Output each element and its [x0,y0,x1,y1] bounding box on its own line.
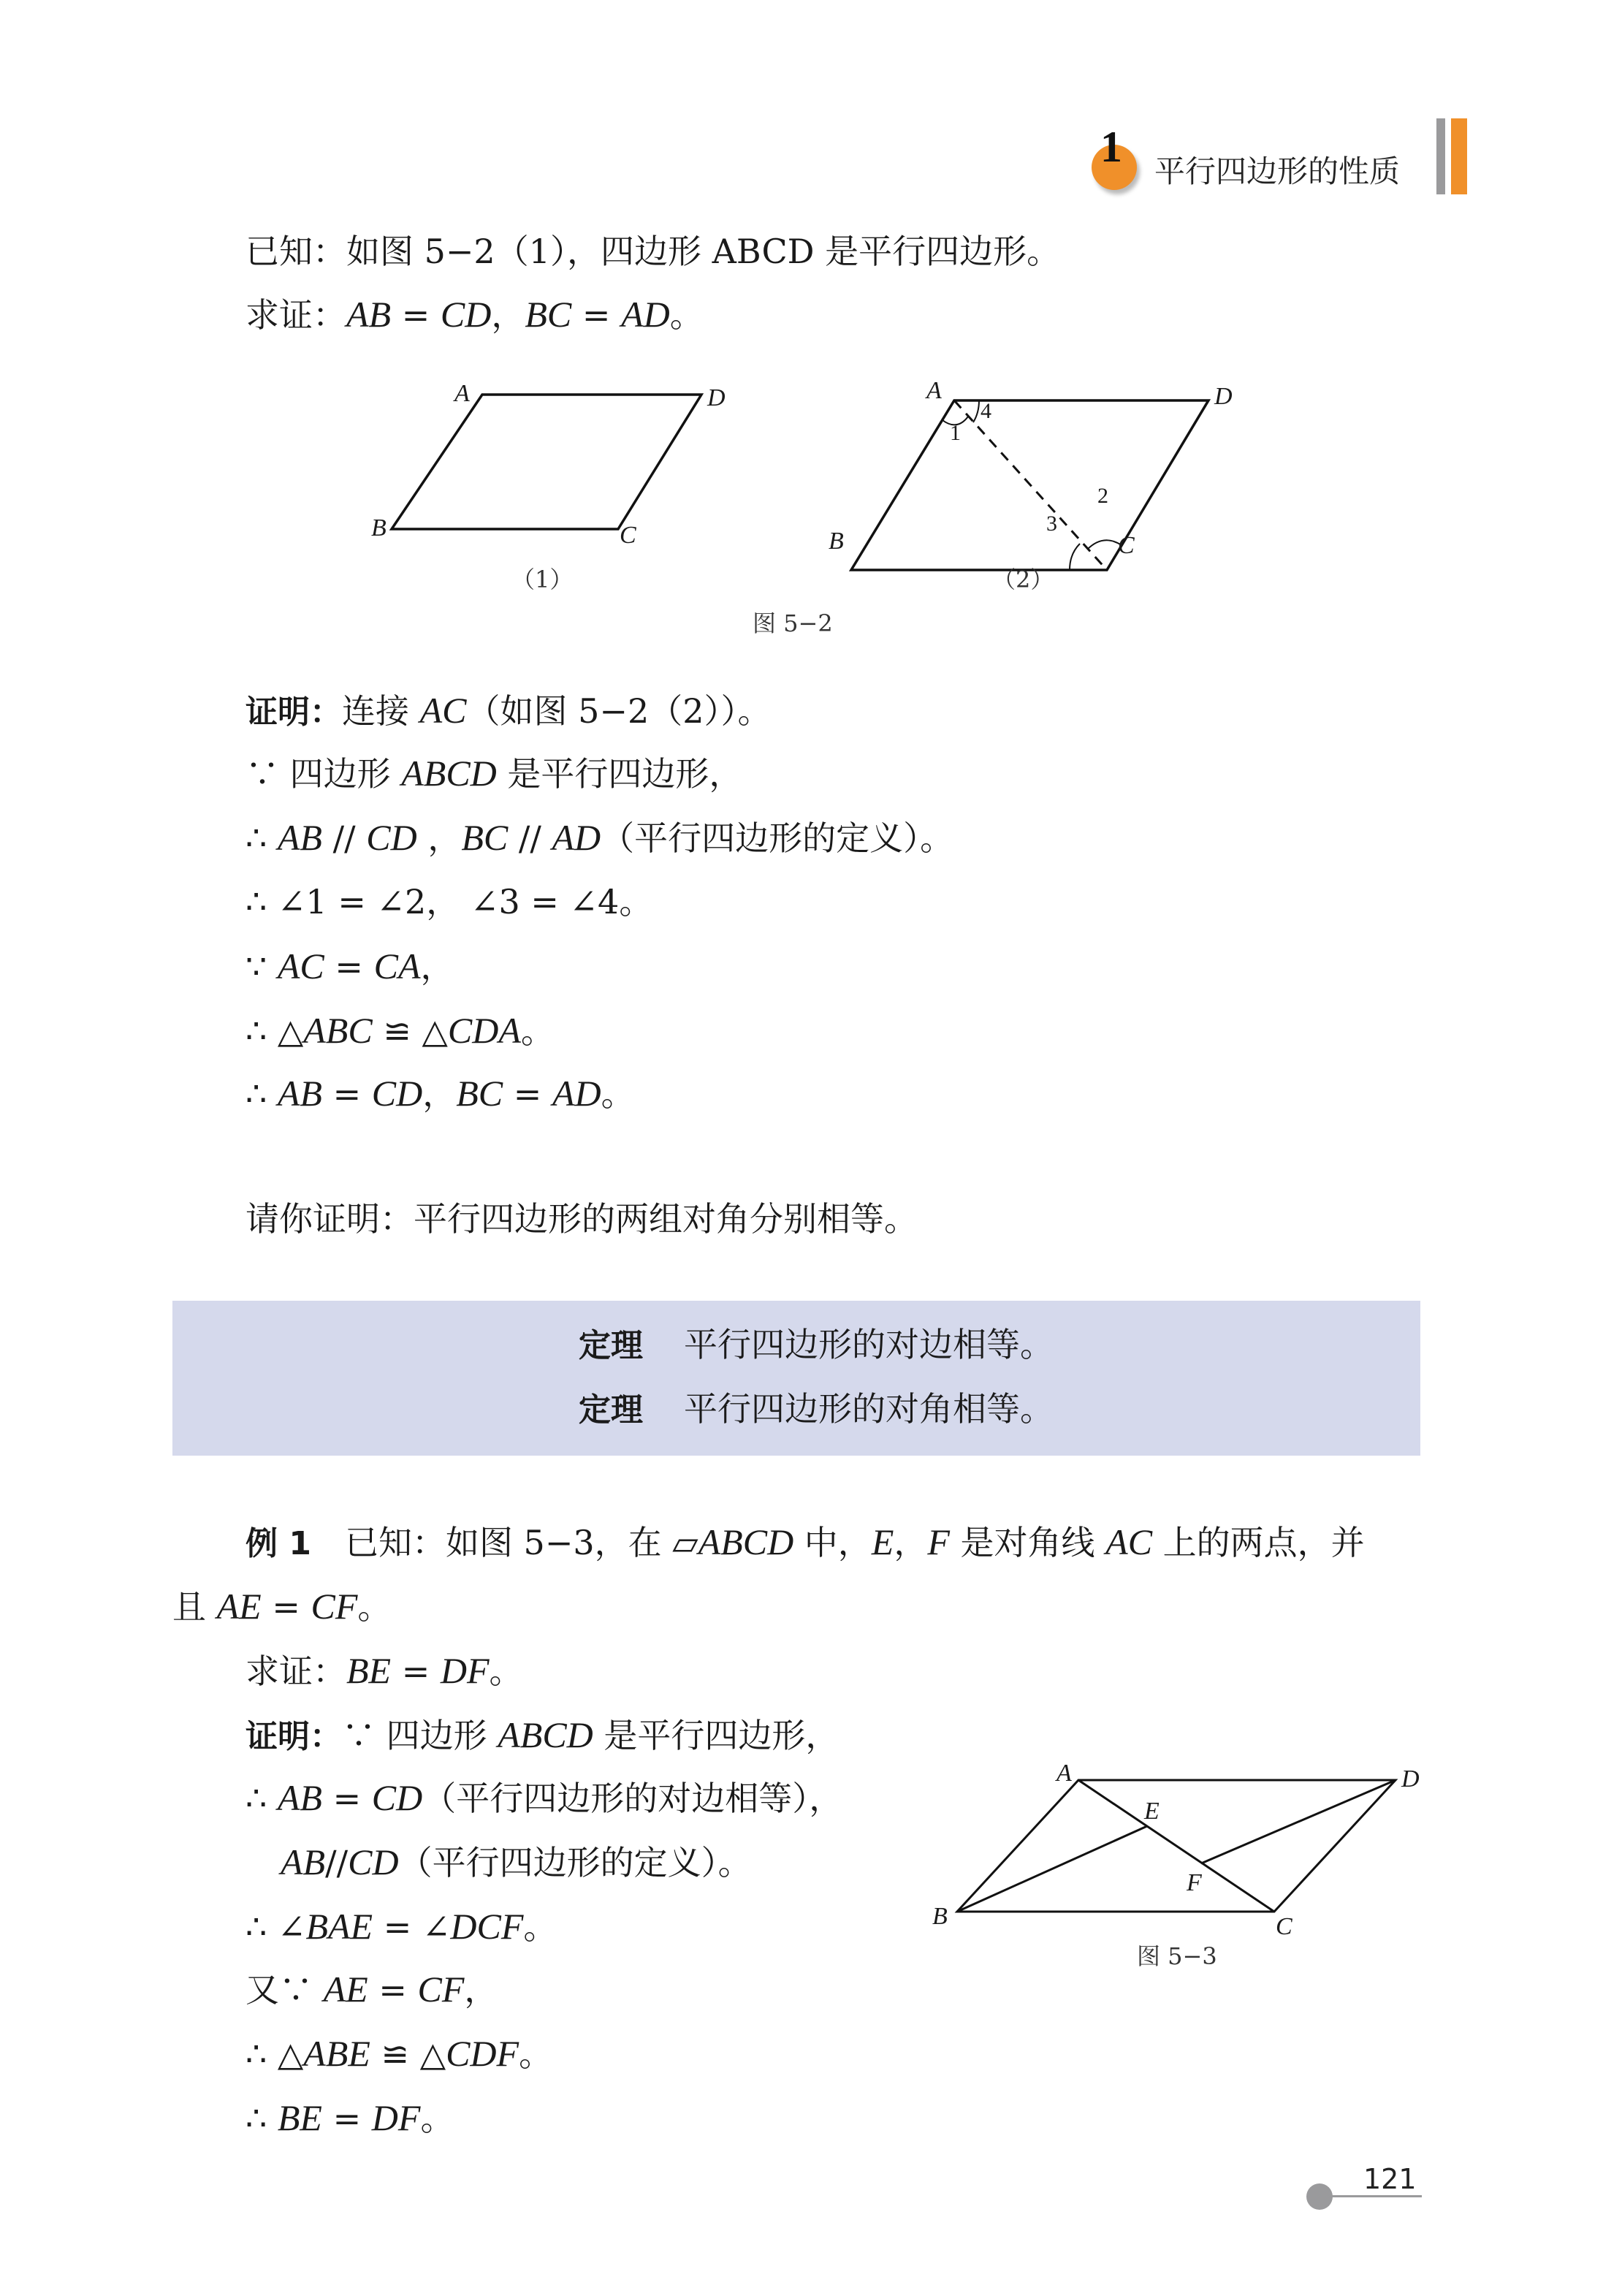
text-segment: （平行四边形的对边相等）， [422,1779,843,1818]
math-term: AB [277,1777,322,1818]
vertex-label: F [1187,1869,1202,1896]
text-segment: ∴ ∠ [245,1907,306,1947]
text-segment: ， [416,818,462,858]
angle-label: 3 [1046,512,1057,536]
text-segment: 求证： [245,295,346,335]
theorem-label: 定理 [579,1327,643,1364]
text-segment: = ∠ [373,1907,451,1947]
text-segment: ∴ [245,2099,278,2138]
math-term: ABCD [498,1714,593,1755]
theorem-text: 平行四边形的对角相等。 [684,1389,1054,1429]
angle-label: 1 [950,421,961,445]
vertex-label: D [1214,383,1233,410]
text-segment: 求证： [245,1651,346,1691]
vertex-label: A [926,377,942,404]
page-rule [1330,2195,1422,2197]
page-dot [1306,2183,1333,2210]
text-segment: ∴ ∠1 = ∠2， ∠3 = ∠4。 [245,882,653,921]
page-number: 121 [1363,2163,1417,2195]
angle-4-arc [973,400,979,422]
math-term: AE [323,1969,368,2010]
vertex-label: D [707,384,726,411]
math-term: ABE [303,2033,370,2074]
text-segment: （平行四边形的定义）。 [601,818,954,858]
text-segment: 已知：如图 5−3，在 ▱ [311,1523,698,1562]
text-segment: ∴ △ [245,1011,304,1051]
text-segment: = [571,295,622,335]
math-term: CF [417,1969,465,2010]
text-segment: 请你证明：平行四边形的两组对角分别相等。 [245,1199,918,1239]
figure-caption: 图 5−2 [753,609,833,637]
text-segment: ≌ △ [370,2034,446,2074]
text-segment: （如图 5−2（2））。 [466,691,772,731]
math-term: BE [346,1650,392,1691]
text-segment: 且 [172,1587,217,1627]
text-segment: = [321,1074,372,1114]
vertex-label: D [1401,1765,1420,1793]
math-term: E [871,1521,894,1562]
text-segment: ABCD [712,232,815,271]
text-segment: = [503,1074,552,1114]
text-segment: = [391,295,441,335]
text-segment: 连接 [342,691,420,731]
math-term: AD [552,1073,601,1114]
math-term: BAE [305,1906,373,1947]
math-term: BC [456,1073,503,1114]
text-segment: 是平行四边形， [496,754,743,794]
vertex-label: E [1144,1798,1160,1825]
math-term: ABCD [698,1521,794,1562]
text-segment: // [508,818,552,858]
math-term: CD [371,1073,423,1114]
math-term: BC [525,294,572,335]
chapter-number: 1 [1100,123,1122,171]
vertex-label: C [1276,1913,1292,1940]
text-segment: 。 [520,1011,555,1051]
text-segment: 证明： [245,1718,342,1755]
angle-3-arc [1070,544,1080,570]
math-term: AC [419,690,467,731]
text-segment: = [368,1970,418,2010]
text-segment: 中， [793,1523,872,1562]
text-segment: ， [464,1970,498,2010]
text-segment: 是对角线 [949,1523,1106,1562]
text-segment: = [391,1651,441,1691]
text-segment: 证明： [245,693,342,731]
text-segment: 是平行四边形， [593,1716,839,1755]
text-segment: 上的两点，并 [1152,1523,1365,1562]
text-segment: ∵ 四边形 [342,1716,498,1755]
text-segment: 例 1 [245,1525,311,1562]
math-term: AD [621,294,670,335]
theorem-label: 定理 [579,1391,643,1429]
text-segment: ∴ [245,1779,278,1818]
math-term: AC [1105,1521,1153,1562]
text-segment: 。 [519,2034,553,2074]
math-term: BC [461,817,509,858]
text-segment: 又∵ [245,1970,324,2010]
math-term: CF [311,1586,358,1627]
vertex-label: B [829,528,844,555]
diagonal-ac [954,400,1107,570]
text-segment: ∴ [245,1074,278,1114]
section-title: 平行四边形的性质 [1154,153,1401,189]
text-segment: = [261,1587,311,1627]
math-term: DF [440,1650,490,1691]
angle-2-arc [1087,540,1122,550]
text-segment: 。 [420,2099,454,2138]
theorem-text: 平行四边形的对边相等。 [684,1325,1054,1364]
math-term: CD [348,1841,399,1882]
segment-be [957,1826,1147,1912]
angle-label: 4 [981,399,991,423]
math-term: DCF [450,1906,524,1947]
text-segment: 。 [357,1587,392,1627]
text-segment: （平行四边形的定义）。 [398,1843,752,1882]
text-segment: ∵ 四边形 [245,754,402,794]
text-segment: ， [420,947,454,987]
vertex-label: C [620,522,636,549]
vertex-label: A [454,380,470,407]
math-term: DF [371,2097,421,2138]
parallelogram-1 [392,395,701,529]
math-term: AB [281,1841,326,1882]
text-segment: 是平行四边形。 [814,232,1061,271]
text-segment: ， [422,1074,457,1114]
vertex-label: C [1118,532,1135,559]
math-term: CD [371,1777,423,1818]
vertex-label: A [1056,1760,1072,1787]
text-segment: 。 [489,1651,523,1691]
math-term: BE [277,2097,322,2138]
text-segment: ， [894,1523,928,1562]
text-segment: // [321,818,367,858]
math-term: ABC [303,1010,373,1051]
text-segment: ， [491,295,525,335]
math-term: CD [366,817,417,858]
vertex-label: B [371,514,387,541]
text-segment: ∴ △ [245,2034,304,2074]
text-segment: = [321,1779,372,1818]
text-segment: ≌ △ [372,1011,448,1051]
figure-caption: 图 5−3 [1137,1942,1217,1970]
text-segment: = [324,947,374,987]
math-term: AB [346,294,392,335]
math-term: F [927,1521,950,1562]
subfigure-label: （1） [511,566,574,593]
math-term: AB [277,1073,322,1114]
text-segment: 。 [523,1907,557,1947]
math-term: AE [216,1586,262,1627]
subfigure-label: （2） [992,566,1054,593]
math-term: CD [440,294,492,335]
math-term: AC [277,946,324,987]
text-segment: 。 [669,295,704,335]
math-term: CDA [447,1010,521,1051]
segment-df [1201,1780,1396,1863]
text-segment: = [321,2099,372,2138]
text-segment: ∵ [245,947,278,987]
angle-label: 2 [1097,484,1108,508]
math-term: CA [373,946,421,987]
math-term: AD [552,817,601,858]
math-term: CDF [446,2033,519,2074]
text-segment: ∴ [245,818,278,858]
vertex-label: B [932,1903,948,1930]
math-term: ABCD [401,753,497,794]
math-term: AB [277,817,322,858]
text-segment: 。 [601,1074,635,1114]
text-segment: // [325,1843,349,1882]
text-segment: 已知：如图 5−2（1），四边形 [245,232,712,271]
